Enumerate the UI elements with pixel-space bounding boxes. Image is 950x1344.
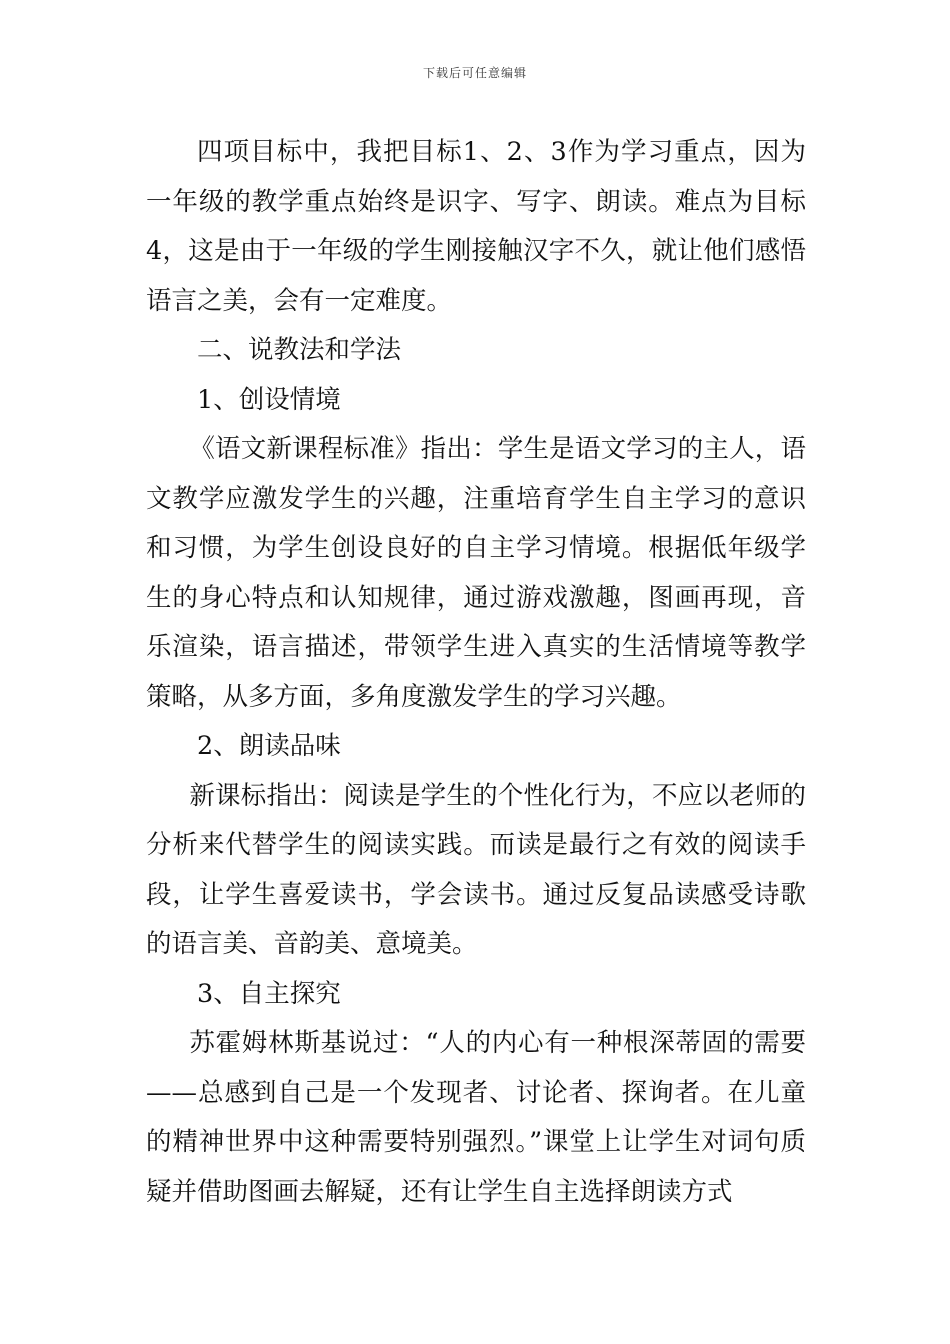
paragraph-reading-appreciation: 新课标指出：阅读是学生的个性化行为，不应以老师的分析来代替学生的阅读实践。而读是最行之有效的阅读手段，让学生喜爱读书，学会读书。通过反复品读感受诗歌的语言美、音韵美、意境美。 xyxy=(146,780,806,959)
paragraph-create-situation: 《语文新课程标准》指出：学生是语文学习的主人，语文教学应激发学生的兴趣，注重培育学生自主学习的意识和习惯，为学生创设良好的自主学习情境。根据低年级学生的身心特点和认知规律，通过游戏激趣，图画再现，音乐渲染，语言描述，带领学生进入真实的生活情境等教学策略，从多方面，多角度激发学生的学习兴趣。 xyxy=(146,434,806,712)
paragraph-key-difficult-points: 四项目标中，我把目标1、2、3作为学习重点，因为一年级的教学重点始终是识字、写字、朗读。难点为目标4，这是由于一年级的学生刚接触汉字不久，就让他们感悟语言之美，会有一定难度。 xyxy=(146,137,806,316)
subheading-independent-inquiry: 3、自主探究 xyxy=(197,978,341,1009)
subheading-create-situation: 1、创设情境 xyxy=(197,384,341,415)
page-header-note: 下载后可任意编辑 xyxy=(422,66,527,80)
section-heading-methods: 二、说教法和学法 xyxy=(197,335,402,365)
document-body xyxy=(146,128,806,1217)
paragraph-independent-inquiry: 苏霍姆林斯基说过：“人的内心有一种根深蒂固的需要——总感到自己是一个发现者、讨论者、探询者。在儿童的精神世界中这种需要特别强烈。”课堂上让学生对词句质疑并借助图画去解疑，还有让学生自主选择朗读方式 xyxy=(146,1028,806,1207)
subheading-reading-appreciation: 2、朗读品味 xyxy=(197,731,341,761)
